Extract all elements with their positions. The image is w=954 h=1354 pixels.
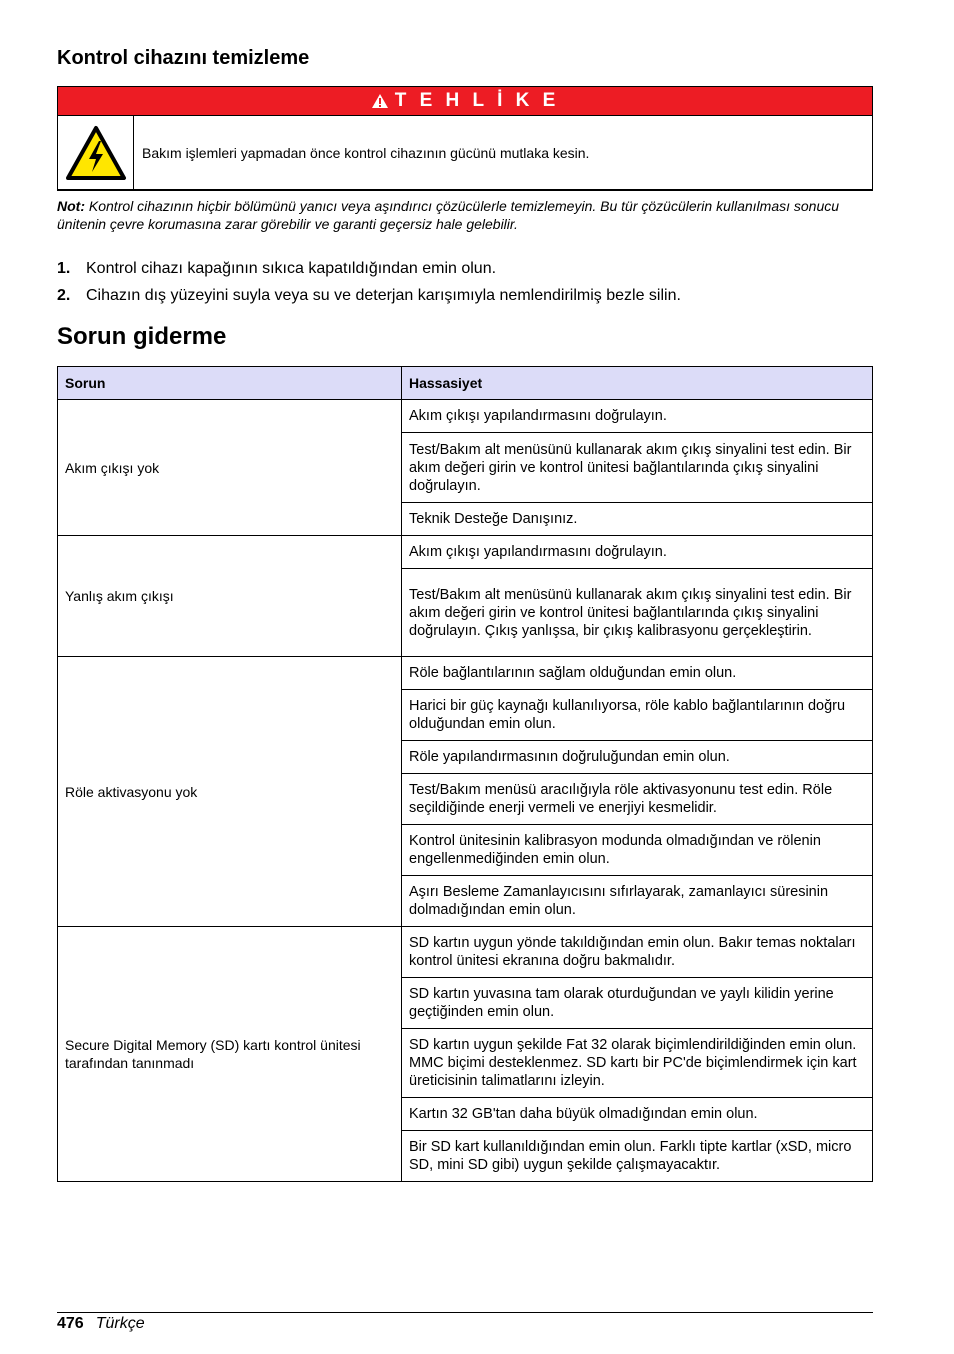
step-text: Cihazın dış yüzeyini suyla veya su ve deterjan karışımıyla nemlendirilmiş bezle silin. bbox=[86, 286, 681, 304]
table-row bbox=[58, 927, 873, 978]
solution-cell: Bir SD kart kullanıldığından emin olun. Farklı tipte kartlar (xSD, micro SD, mini SD gibi) uygun şekilde çalışmayacaktır. bbox=[402, 1131, 873, 1182]
step-item bbox=[57, 255, 681, 282]
solution-cell: Akım çıkışı yapılandırmasını doğrulayın. bbox=[402, 536, 873, 569]
solution-cell: Aşırı Besleme Zamanlayıcısını sıfırlayarak, zamanlayıcı süresinin dolmadığından emin olun. bbox=[402, 876, 873, 927]
solution-cell: Röle bağlantılarının sağlam olduğundan emin olun. bbox=[402, 657, 873, 690]
problem-cell: Akım çıkışı yok bbox=[58, 400, 402, 536]
warning-triangle-icon bbox=[371, 93, 389, 109]
table-row bbox=[58, 657, 873, 690]
table-row bbox=[58, 536, 873, 569]
solution-cell: SD kartın uygun yönde takıldığından emin olun. Bakır temas noktaları kontrol ünitesi ekranına doğru bakmalıdır. bbox=[402, 927, 873, 978]
table-header-row bbox=[58, 367, 873, 400]
solution-cell: SD kartın uygun şekilde Fat 32 olarak biçimlendirildiğinden emin olun. MMC biçimi desteklenmez. SD kartı bir PC'de biçimlendirmek için kart üreticisinin talimatlarını izleyin. bbox=[402, 1029, 873, 1098]
solution-cell: Kontrol ünitesinin kalibrasyon modunda olmadığından ve rölenin engellenmediğinden emin olun. bbox=[402, 825, 873, 876]
solution-cell: Harici bir güç kaynağı kullanılıyorsa, röle kablo bağlantılarının doğru olduğundan emin olun. bbox=[402, 690, 873, 741]
step-item bbox=[57, 282, 681, 309]
note-label: Not: bbox=[57, 198, 85, 214]
solution-cell: Röle yapılandırmasının doğruluğundan emin olun. bbox=[402, 741, 873, 774]
solution-cell: Test/Bakım menüsü aracılığıyla röle aktivasyonunu test edin. Röle seçildiğinde enerji vermeli ve enerjiyi kesmelidir. bbox=[402, 774, 873, 825]
danger-header bbox=[58, 87, 872, 116]
solution-cell: SD kartın yuvasına tam olarak oturduğundan ve yaylı kilidin yerine geçtiğinden emin olun. bbox=[402, 978, 873, 1029]
page-number: 476 bbox=[57, 1315, 84, 1332]
solution-cell: Test/Bakım alt menüsünü kullanarak akım çıkış sinyalini test edin. Bir akım değeri girin ve kontrol ünitesi bağlantılarında çıkış sinyalini doğrulayın. Çıkış yanlışsa, bir çıkış kalibrasyonu gerçekleştirin. bbox=[402, 569, 873, 657]
note-text: Kontrol cihazının hiçbir bölümünü yanıcı veya aşındırıcı çözücülerle temizlemeyin. Bu tür çözücülerin kullanılması sonucu ünitenin çevre korumasına zarar görebilir ve garanti geçersiz hale gelebilir. bbox=[57, 198, 840, 232]
electrical-hazard-icon bbox=[58, 116, 134, 189]
footer-language: Türkçe bbox=[95, 1315, 145, 1332]
step-number: 2. bbox=[57, 286, 71, 304]
steps-list bbox=[57, 255, 681, 309]
danger-label: T E H L İ K E bbox=[394, 90, 560, 111]
header-solution: Hassasiyet bbox=[402, 367, 873, 400]
note bbox=[57, 197, 857, 233]
problem-cell: Röle aktivasyonu yok bbox=[58, 657, 402, 927]
step-text: Kontrol cihazı kapağının sıkıca kapatıldığından emin olun. bbox=[86, 259, 497, 277]
problem-cell: Yanlış akım çıkışı bbox=[58, 536, 402, 657]
solution-cell: Akım çıkışı yapılandırmasını doğrulayın. bbox=[402, 400, 873, 433]
problem-cell: Secure Digital Memory (SD) kartı kontrol ünitesi tarafından tanınmadı bbox=[58, 927, 402, 1182]
solution-cell: Test/Bakım alt menüsünü kullanarak akım çıkış sinyalini test edin. Bir akım değeri girin ve kontrol ünitesi bağlantılarında çıkış sinyalini doğrulayın. bbox=[402, 433, 873, 503]
header-problem: Sorun bbox=[58, 367, 402, 400]
page-footer bbox=[57, 1312, 873, 1332]
troubleshooting-table bbox=[57, 366, 873, 1182]
solution-cell: Kartın 32 GB'tan daha büyük olmadığından emin olun. bbox=[402, 1098, 873, 1131]
table-row bbox=[58, 400, 873, 433]
troubleshoot-title: Sorun giderme bbox=[57, 323, 227, 350]
solution-cell: Teknik Desteğe Danışınız. bbox=[402, 503, 873, 536]
step-number: 1. bbox=[57, 259, 71, 277]
danger-box bbox=[57, 86, 873, 191]
danger-message: Bakım işlemleri yapmadan önce kontrol cihazının gücünü mutlaka kesin. bbox=[142, 144, 590, 161]
section-title: Kontrol cihazını temizleme bbox=[57, 47, 310, 69]
